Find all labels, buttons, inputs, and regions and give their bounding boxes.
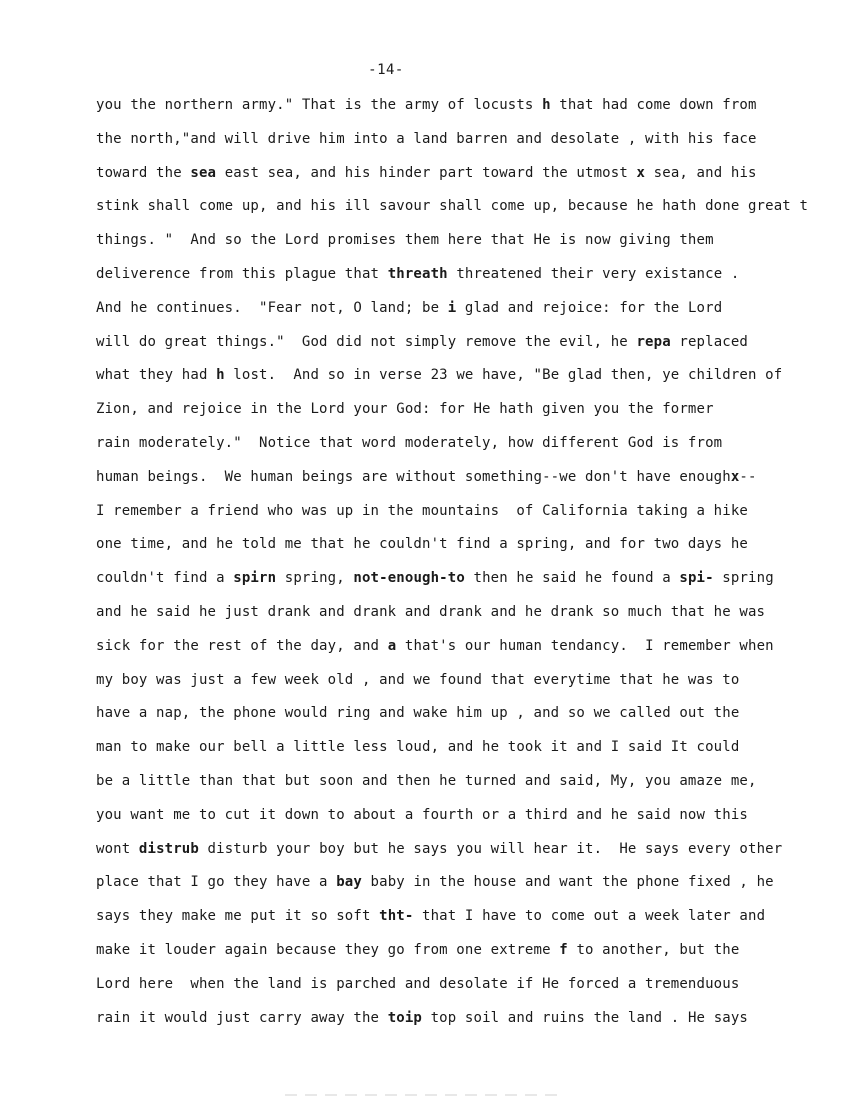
struck-text: x	[636, 164, 646, 181]
line-text: rain it would just carry away the	[96, 1009, 388, 1026]
line-text: east sea, and his hinder part toward the utmost	[216, 164, 637, 181]
line-text: And he continues. "Fear not, O land; be	[96, 299, 448, 316]
struck-text: repa	[636, 333, 671, 350]
struck-text: sea	[190, 164, 217, 181]
text-line	[96, 433, 856, 467]
line-text: then he said he found a	[464, 570, 680, 587]
struck-text: i	[447, 299, 457, 316]
line-text: glad and rejoice: for the Lord	[456, 299, 723, 316]
line-text: threatened their very existance .	[447, 265, 740, 282]
line-text: spring,	[276, 570, 354, 587]
text-line	[96, 230, 856, 264]
line-text: man to make our bell a little less loud, and he took it and I said It could	[96, 739, 740, 756]
line-text: have a nap, the phone would ring and wake him up , and so we called out the	[96, 705, 740, 722]
text-line	[96, 298, 856, 332]
struck-text: spi-	[679, 570, 714, 587]
line-text: be a little than that but soon and then he turned and said, My, you amaze me,	[96, 772, 757, 789]
text-line	[96, 602, 856, 636]
text-line	[96, 974, 856, 1008]
line-text: deliverence from this plague that	[96, 265, 388, 282]
line-text: sick for the rest of the day, and	[96, 637, 388, 654]
line-text: rain moderately." Notice that word moderately, how different God is from	[96, 434, 723, 451]
page-number: -14-	[368, 62, 404, 78]
text-line	[96, 332, 856, 366]
struck-text: toip	[387, 1009, 423, 1026]
text-line	[96, 872, 856, 906]
text-line	[96, 703, 856, 737]
line-text: wont	[96, 840, 139, 857]
text-line	[96, 264, 856, 298]
line-text: --	[739, 468, 757, 485]
text-line	[96, 399, 856, 433]
line-text: to another, but the	[567, 941, 740, 958]
text-line	[96, 501, 856, 535]
text-line	[96, 365, 856, 399]
line-text: says they make me put it so soft	[96, 908, 380, 925]
text-line	[96, 534, 856, 568]
scan-artifact	[285, 1094, 565, 1096]
line-text: Zion, and rejoice in the Lord your God: for He hath given you the former	[96, 401, 714, 418]
struck-text: h	[216, 367, 225, 384]
text-line	[96, 129, 856, 163]
text-line	[96, 568, 856, 602]
line-text: make it louder again because they go from one extreme	[96, 941, 560, 958]
line-text: couldn't find a	[96, 570, 234, 587]
line-text: human beings. We human beings are without something--we don't have enough	[96, 468, 731, 485]
text-line	[96, 467, 856, 501]
text-line	[96, 771, 856, 805]
text-line	[96, 839, 856, 873]
struck-text: tht-	[379, 908, 414, 925]
line-text: baby in the house and want the phone fixed , he	[361, 874, 774, 891]
struck-text: spirn	[233, 570, 277, 587]
line-text: lost. And so in verse 23 we have, "Be glad then, ye children of	[224, 367, 783, 384]
text-line	[96, 805, 856, 839]
line-text: spring	[713, 570, 774, 587]
line-text: place that I go they have a	[96, 874, 337, 891]
struck-text: f	[559, 941, 568, 958]
line-text: replaced	[670, 333, 749, 350]
line-text: sea, and his	[645, 164, 757, 181]
line-text: the north,"and will drive him into a land barren and desolate , with his face	[96, 130, 757, 147]
line-text: you the northern army." That is the army of locusts	[96, 97, 543, 113]
text-line	[96, 737, 856, 771]
struck-text: distrub	[138, 840, 199, 857]
text-line	[96, 163, 856, 197]
line-text: stink shall come up, and his ill savour shall come up, because he hath done great t	[96, 198, 809, 215]
text-line	[96, 906, 856, 940]
line-text: that had come down from	[550, 97, 757, 113]
text-line	[96, 1008, 856, 1042]
text-line	[96, 636, 856, 670]
line-text: and he said he just drank and drank and drank and he drank so much that he was	[96, 603, 766, 620]
line-text: I remember a friend who was up in the mountains of California taking a hike	[96, 502, 748, 519]
line-text: what they had	[96, 367, 217, 384]
struck-text: not-enough-to	[353, 570, 465, 587]
struck-text: h	[542, 97, 551, 113]
line-text: top soil and ruins the land . He says	[422, 1009, 749, 1026]
line-text: disturb your boy but he says you will hear it. He says every other	[198, 840, 783, 857]
line-text: that I have to come out a week later and	[413, 908, 766, 925]
line-text: my boy was just a few week old , and we found that everytime that he was to	[96, 671, 740, 688]
text-line	[96, 95, 856, 129]
struck-text: bay	[336, 874, 362, 891]
struck-text: x	[730, 468, 740, 485]
text-line	[96, 670, 856, 704]
struck-text: a	[387, 637, 397, 654]
text-line	[96, 940, 856, 974]
line-text: will do great things." God did not simply remove the evil, he	[96, 333, 637, 350]
line-text: things. " And so the Lord promises them here that He is now giving them	[96, 232, 714, 249]
body-text	[96, 95, 856, 1041]
line-text: toward the	[96, 164, 191, 181]
struck-text: threath	[387, 265, 448, 282]
text-line	[96, 196, 856, 230]
line-text: you want me to cut it down to about a fourth or a third and he said now this	[96, 806, 748, 823]
line-text: Lord here when the land is parched and desolate if He forced a tremenduous	[96, 975, 740, 992]
line-text: that's our human tendancy. I remember when	[396, 637, 774, 654]
line-text: one time, and he told me that he couldn't find a spring, and for two days he	[96, 536, 748, 553]
